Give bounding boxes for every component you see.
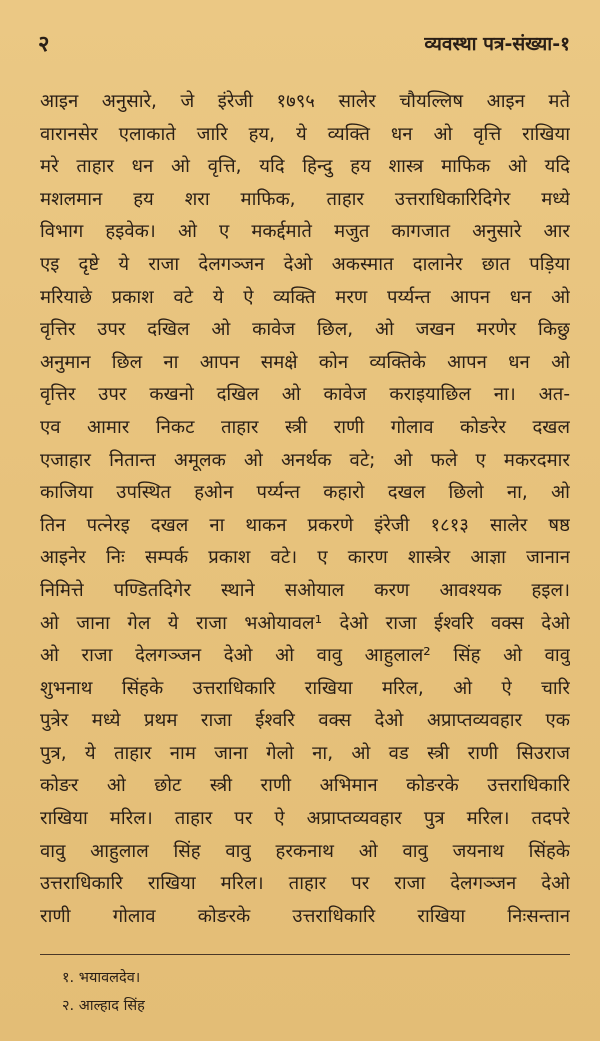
text-line: वारानसेर एलाकाते जारि हय, ये व्यक्ति धन ओ वृत्ति राखिया <box>40 123 570 145</box>
text-line: वृत्तिर उपर कखनो दखिल ओ कावेज कराइयाछिल ना। अत- <box>40 384 570 406</box>
text-line: ओ जाना गेल ये राजा भओयावल¹ देओ राजा ईश्वरि वक्स देओ <box>40 612 570 634</box>
text-line: पुत्रेर मध्ये प्रथम राजा ईश्वरि वक्स देओ अप्राप्तव्यवहार एक <box>40 710 570 732</box>
footnote: १. भयावलदेव। <box>62 970 141 986</box>
text-line: तिन पत्नेरइ दखल ना थाकन प्रकरणे इंरेजी १८१३ सालेर षष्ठ <box>40 514 570 536</box>
text-line: वावु आहुलाल सिंह वावु हरकनाथ ओ वावु जयनाथ सिंहके <box>40 840 570 862</box>
text-line: अनुमान छिल ना आपन समक्षे कोन व्यक्तिके आपन धन ओ <box>40 351 570 373</box>
text-line: कोङर ओ छोट स्त्री राणी अभिमान कोङरके उत्तराधिकारि <box>40 775 570 797</box>
running-title: व्यवस्था पत्र-संख्या-१ <box>424 33 570 55</box>
text-line: एइ दृष्टे ये राजा देलगञ्जन देओ अकस्मात दालानेर छात पड़िया <box>40 253 570 275</box>
text-line: राखिया मरिल। ताहार पर ऐ अप्राप्तव्यवहार पुत्र मरिल। तदपरे <box>40 808 570 830</box>
text-line: निमित्ते पण्डितदिगेर स्थाने सओयाल करण आवश्यक हइल। <box>40 579 570 601</box>
page-header <box>38 28 570 62</box>
text-line: विभाग हइवेक। ओ ए मकर्द्दमाते मजुत कागजात अनुसारे आर <box>40 221 570 243</box>
text-line: शुभनाथ सिंहके उत्तराधिकारि राखिया मरिल, ओ ऐ चारि <box>40 677 570 699</box>
text-line: काजिया उपस्थित हओन पर्य्यन्त कहारो दखल छिलो ना, ओ <box>40 482 570 504</box>
text-line: आइन अनुसारे, जे इंरेजी १७९५ सालेर चौयल्लिष आइन मते <box>40 91 570 112</box>
footnote: २. आल्हाद सिंह <box>62 998 145 1014</box>
footnote-divider <box>40 954 570 955</box>
page-number: २ <box>38 32 50 57</box>
text-line: वृत्तिर उपर दखिल ओ कावेज छिल, ओ जखन मरणेर किछु <box>40 319 570 341</box>
text-line: मरियाछे प्रकाश वटे ये ऐ व्यक्ति मरण पर्य्यन्त आपन धन ओ <box>40 286 570 308</box>
text-line: ओ राजा देलगञ्जन देओ ओ वावु आहुलाल² सिंह ओ वावु <box>40 645 570 667</box>
text-line: राणी गोलाव कोङरके उत्तराधिकारि राखिया निःसन्तान <box>40 905 570 927</box>
footnotes <box>62 964 542 1020</box>
text-line: उत्तराधिकारि राखिया मरिल। ताहार पर राजा देलगञ्जन देओ <box>40 873 570 895</box>
text-line: पुत्र, ये ताहार नाम जाना गेलो ना, ओ वड स्त्री राणी सिउराज <box>40 742 570 764</box>
text-line: मरे ताहार धन ओ वृत्ति, यदि हिन्दु हय शास्त्र माफिक ओ यदि <box>40 156 570 178</box>
text-line: एव आमार निकट ताहार स्त्री राणी गोलाव कोङरेर दखल <box>40 416 570 438</box>
text-line: आइनेर निः सम्पर्क प्रकाश वटे। ए कारण शास्त्रेर आज्ञा जानान <box>40 547 570 569</box>
text-line: मशलमान हय शरा माफिक, ताहार उत्तराधिकारिदिगेर मध्ये <box>40 188 570 210</box>
text-line: एजाहार नितान्त अमूलक ओ अनर्थक वटे; ओ फले ए मकरदमार <box>40 449 570 471</box>
body-text <box>40 86 570 933</box>
